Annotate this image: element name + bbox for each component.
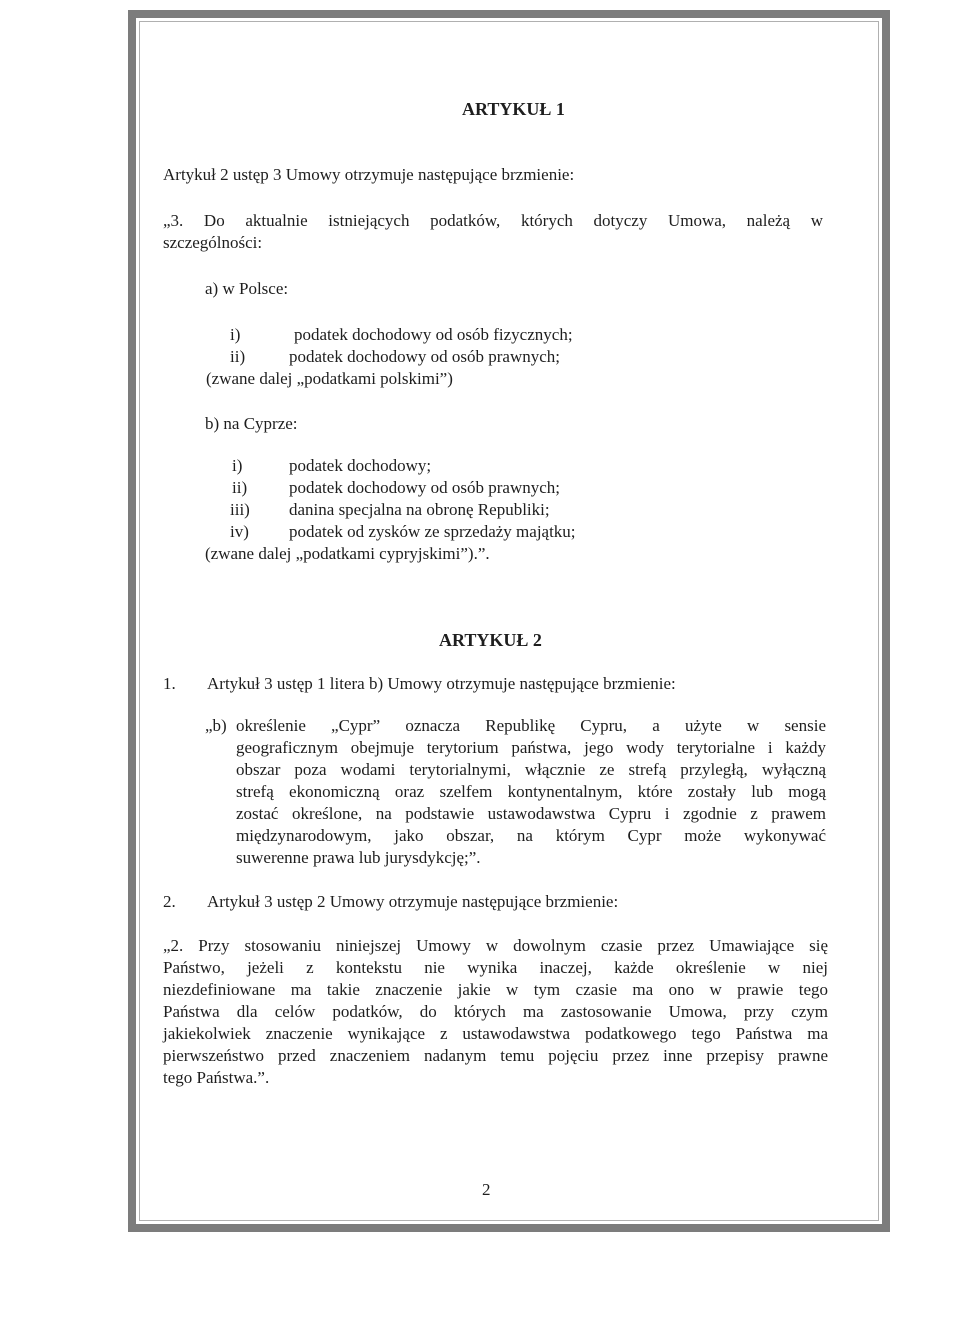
- page-number: 2: [482, 1180, 491, 1199]
- definition-line: obszar poza wodami terytorialnymi, włącznie ze strefą przyległą, wyłączną: [236, 760, 826, 779]
- article-1-intro: Artykuł 2 ustęp 3 Umowy otrzymuje następujące brzmienie:: [163, 165, 575, 184]
- list-item-number: i): [230, 325, 241, 344]
- definition-line: międzynarodowym, jako obszar, na którym Cypr może wykonywać: [236, 826, 826, 845]
- item-b-note: (zwane dalej „podatkami cypryjskimi”).”.: [205, 544, 490, 563]
- list-item-number: iv): [230, 522, 249, 541]
- quote-line: „2. Przy stosowaniu niniejszej Umowy w dowolnym czasie przez Umawiające się: [163, 936, 828, 955]
- article-1-paragraph-line: „3. Do aktualnie istniejących podatków, których dotyczy Umowa, należą w: [163, 211, 823, 230]
- quote-line: niezdefiniowane ma takie znaczenie jakie w tym czasie ma ono w prawie tego: [163, 980, 828, 999]
- quote-line: tego Państwa.”.: [163, 1068, 270, 1087]
- paragraph-2-text: Artykuł 3 ustęp 2 Umowy otrzymuje następujące brzmienie:: [207, 892, 619, 911]
- article-1-paragraph-line: szczególności:: [163, 233, 263, 252]
- list-item-text: danina specjalna na obronę Republiki;: [289, 500, 550, 519]
- definition-line: określenie „Cypr” oznacza Republikę Cypru, a użyte w sensie: [236, 716, 826, 735]
- list-item-text: podatek dochodowy od osób prawnych;: [289, 347, 561, 366]
- definition-line: geograficznym obejmuje terytorium państwa, jego wody terytorialne i każdy: [236, 738, 826, 757]
- item-a-label: a) w Polsce:: [205, 279, 289, 298]
- paragraph-1-text: Artykuł 3 ustęp 1 litera b) Umowy otrzymuje następujące brzmienie:: [207, 674, 676, 693]
- paragraph-1-number: 1.: [163, 674, 176, 693]
- quote-line: jakiekolwiek znaczenie wynikające z ustawodawstwa podatkowego tego Państwa ma: [163, 1024, 828, 1043]
- article-2-heading: ARTYKUŁ 2: [439, 630, 542, 650]
- list-item-text: podatek dochodowy;: [289, 456, 432, 475]
- definition-line: suwerenne prawa lub jurysdykcję;”.: [236, 848, 481, 867]
- definition-b-label: „b): [205, 716, 227, 735]
- item-a-note: (zwane dalej „podatkami polskimi”): [206, 369, 453, 388]
- list-item-text: podatek dochodowy od osób prawnych;: [289, 478, 561, 497]
- list-item-text: podatek dochodowy od osób fizycznych;: [294, 325, 573, 344]
- article-1-heading: ARTYKUŁ 1: [462, 99, 565, 119]
- list-item-number: ii): [230, 347, 246, 366]
- definition-line: strefą ekonomiczną oraz szelfem kontynentalnym, które zostały lub mogą: [236, 782, 826, 801]
- list-item-number: iii): [230, 500, 250, 519]
- quote-line: Państwo, jeżeli z kontekstu nie wynika inaczej, każde określenie w niej: [163, 958, 828, 977]
- list-item-number: i): [232, 456, 243, 475]
- list-item-text: podatek od zysków ze sprzedaży majątku;: [289, 522, 576, 541]
- quote-line: Państwa dla celów podatków, do których ma zastosowanie Umowa, przy czym: [163, 1002, 828, 1021]
- paragraph-2-number: 2.: [163, 892, 176, 911]
- item-b-label: b) na Cyprze:: [205, 414, 298, 433]
- list-item-number: ii): [232, 478, 248, 497]
- quote-line: pierwszeństwo przed znaczeniem nadanym temu pojęciu przez inne przepisy prawne: [163, 1046, 828, 1065]
- definition-line: zostać określone, na podstawie ustawodawstwa Cypru i zgodnie z prawem: [236, 804, 826, 823]
